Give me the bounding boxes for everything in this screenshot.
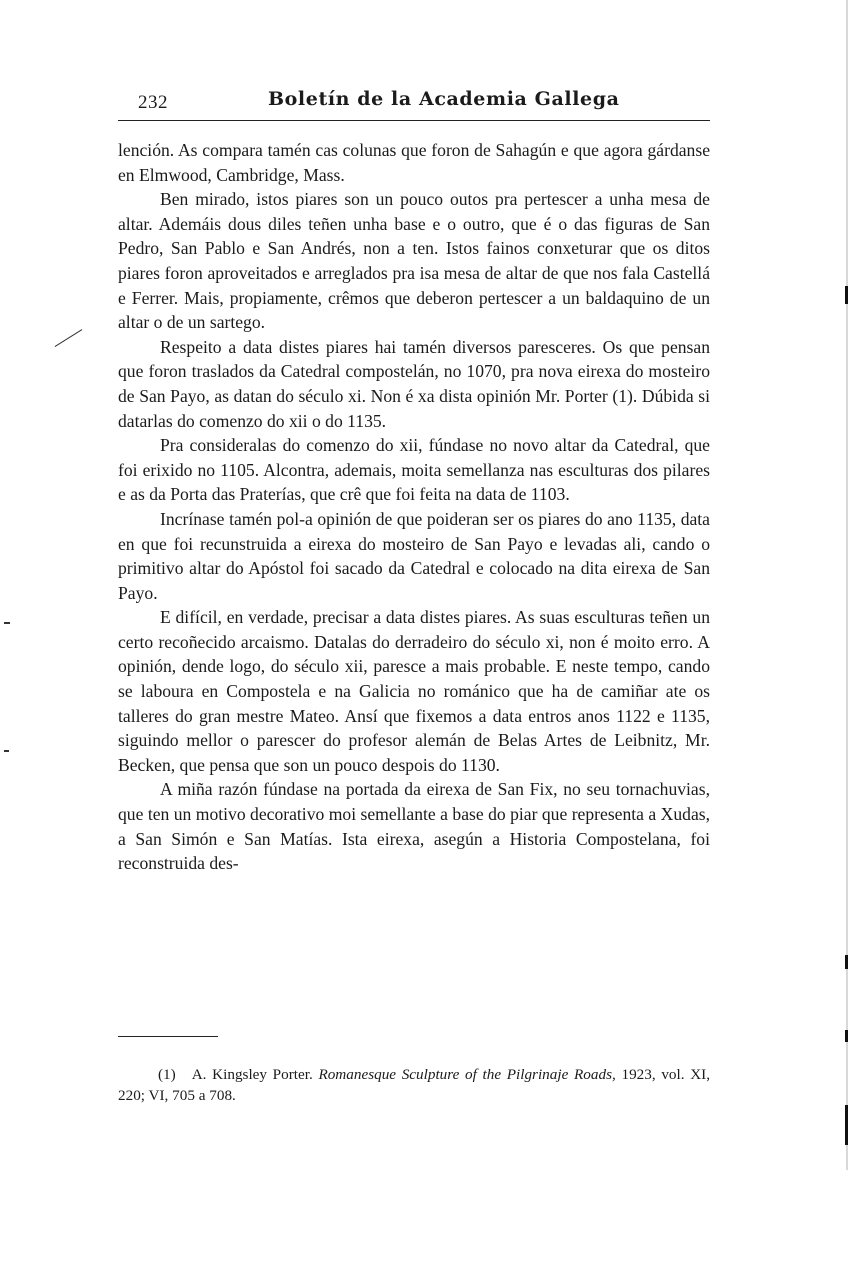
paragraph: Pra consideralas do comenzo do xii, fúndase no novo altar da Catedral, que foi erixido no 1105. Alcontra, ademais, moita semellanza nas esculturas dos pilares e as da Porta das Praterías, que crê que foi feita na data de 1103.	[118, 435, 710, 505]
scan-edge-mark	[4, 622, 10, 624]
paragraph: Incrínase tamén pol-a opinión de que poideran ser os piares do ano 1135, data en que foi recunstruida a eirexa do mosteiro de San Payo e levadas ali, cando o primitivo altar do Apóstol foi sacado da Catedral e colocado na dita eirexa de San Payo.	[118, 508, 710, 603]
page-number: 232	[138, 92, 168, 113]
margin-pencil-mark	[55, 329, 83, 347]
scan-edge-mark	[845, 286, 848, 304]
scan-edge-mark	[845, 1030, 848, 1042]
footnote-title: Romanesque Sculpture of the Pilgrinaje Roads,	[318, 1066, 616, 1083]
scan-edge-mark	[845, 955, 848, 969]
paragraph: Ben mirado, istos piares son un pouco outos pra pertescer a unha mesa de altar. Ademáis dous diles teñen unha base e o outro, que é o das figuras de San Pedro, San Pablo e San Andrés, non a ten. Istos fainos conxeturar que os ditos piares foron aproveitados e arreglados pra isa mesa de altar de que nos fala Castellá e Ferrer. Mais, propiamente, crêmos que deberon pertescer a un baldaquino de un altar o de un sartego.	[118, 189, 710, 333]
paragraph: A miña razón fúndase na portada da eirexa de San Fix, no seu tornachuvias, que ten un motivo decorativo moi semellante a base do piar que representa a Xudas, a San Simón e San Matías. Ista eirexa, asegún a Historia Compostelana, foi reconstruida des-	[118, 779, 710, 874]
running-title: Boletín de la Academia Gallega	[268, 88, 620, 110]
paragraph: Respeito a data distes piares hai tamén diversos paresceres. Os que pensan que foron traslados da Catedral compostelán, no 1070, pra nova eirexa do mosteiro de San Payo, as datan do século xi. Non é xa dista opinión Mr. Porter (1). Dúbida si datarlas do comenzo do xii o do 1135.	[118, 336, 710, 431]
paragraph: lención. As compara tamén cas colunas que foron de Sahagún e que agora gárdanse en Elmwood, Cambridge, Mass.	[118, 140, 710, 185]
footnote-divider	[118, 1036, 218, 1037]
scan-edge-mark	[4, 750, 9, 752]
footnote-marker: (1)	[158, 1066, 176, 1083]
paragraph: E difícil, en verdade, precisar a data distes piares. As suas esculturas teñen un certo recoñecido arcaismo. Datalas do derradeiro do século xi, non é moito erro. A opinión, dende logo, do século xii, paresce a mais probable. E neste tempo, cando se laboura en Compostela e na Galicia no románico que ha de camiñar ate os talleres do gran mestre Mateo. Ansí que fixemos a data entros anos 1122 e 1135, siguindo mellor o parescer do profesor alemán de Belas Artes de Leibnitz, Mr. Becken, que pensa que son un pouco despois do 1130.	[118, 607, 710, 775]
footnote-details: 1923, vol. XI, 220; VI, 705 a 708.	[118, 1066, 711, 1104]
scan-edge-line	[846, 0, 848, 1170]
footnote	[118, 1064, 710, 1106]
scan-edge-mark	[845, 1105, 848, 1145]
body-text	[118, 138, 710, 876]
page-header	[118, 88, 710, 121]
footnote-author: A. Kingsley Porter.	[191, 1066, 313, 1083]
